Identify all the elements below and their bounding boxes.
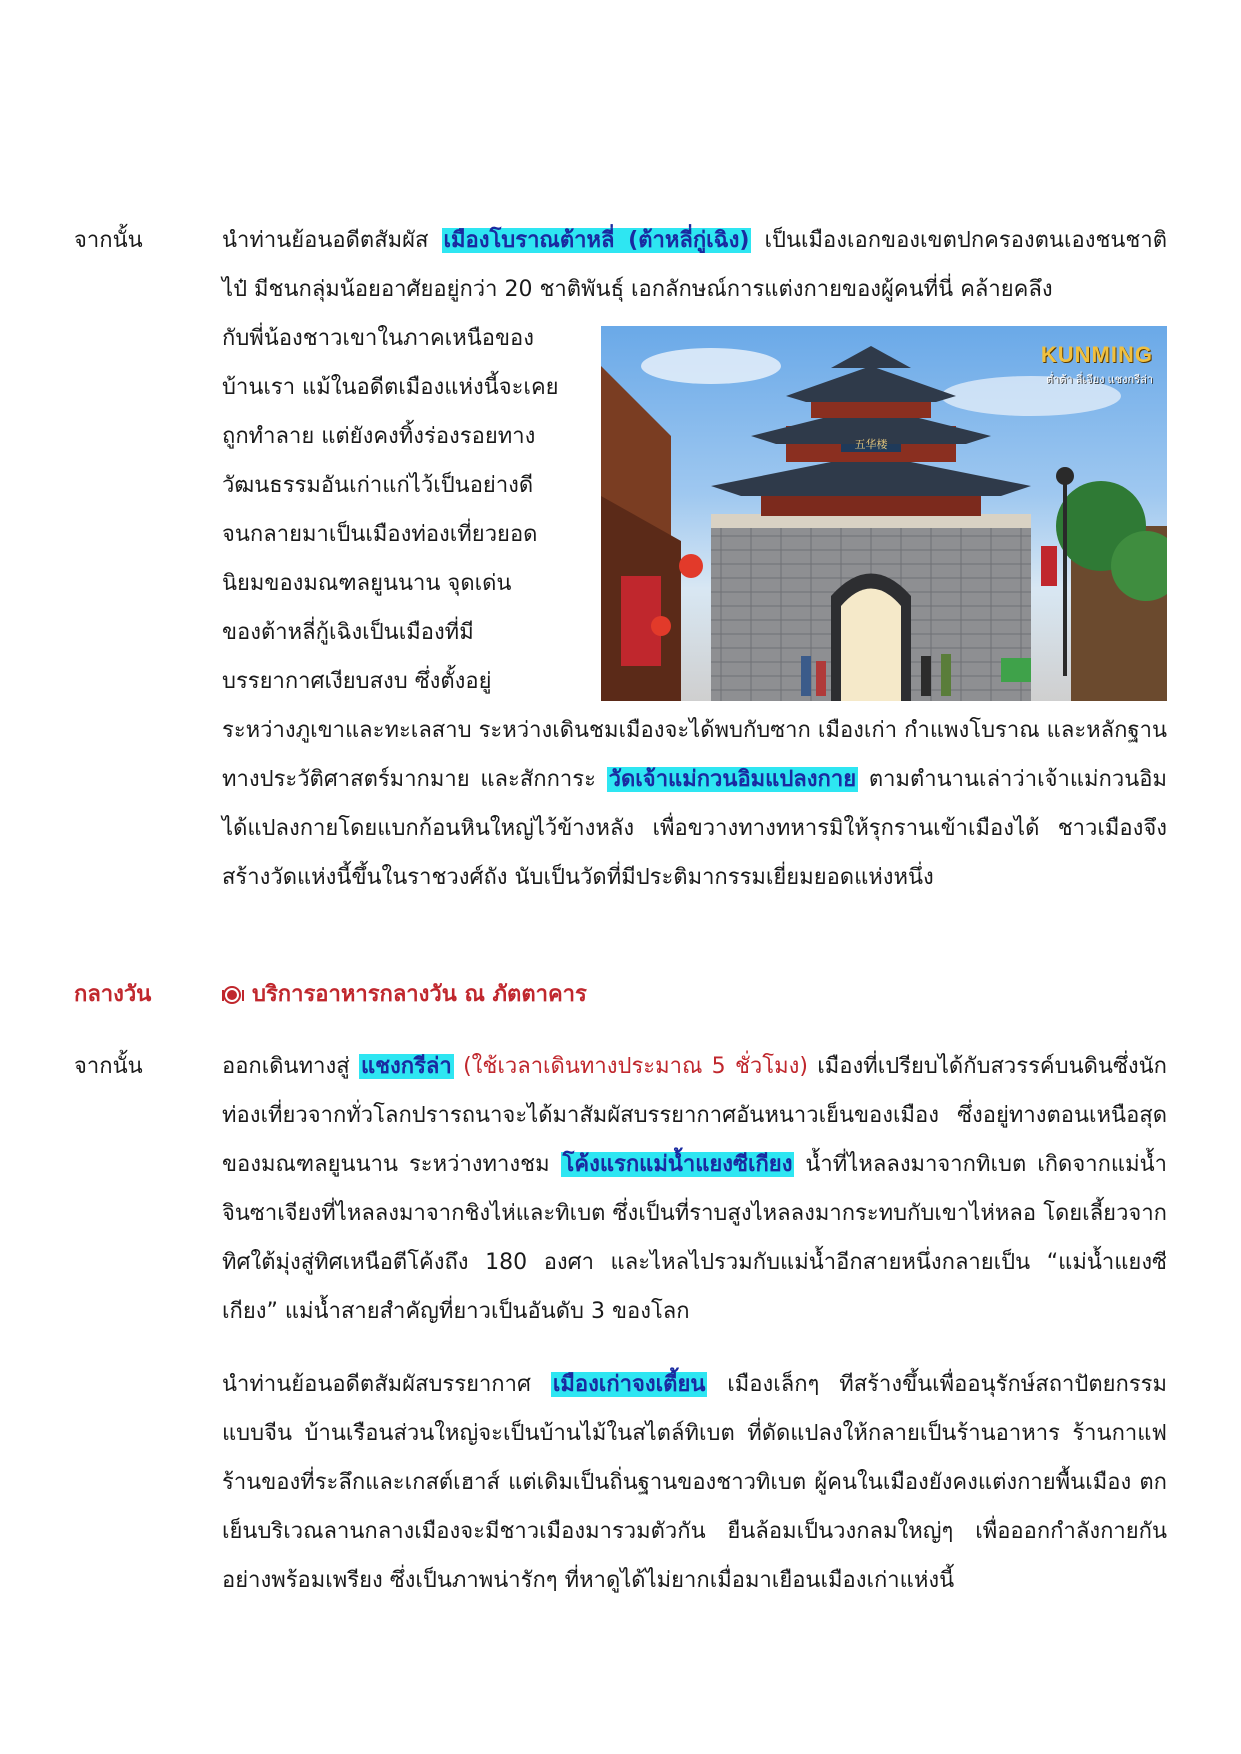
highlight-dali-old-town: เมืองโบราณต้าหลี่ (ต้าหลี่กู่เฉิง)	[443, 228, 750, 253]
text-run: ตามตำนานเล่าว่าเจ้าแม่กวนอิมได้แปลงกายโดยแบกก้อนหินใหญ่ไว้ข้างหลัง เพื่อขวางทางทหารมิให้รุกรานเข้าเมืองได้ ชาวเมืองจึงสร้างวัดแห่งนี้ขึ้นในราชวงศ์ถัง นับเป็นวัดที่มีประติมากรรมเยี่ยมยอดแห่งหนึ่ง	[222, 767, 1167, 890]
watermark-title: KUNMING	[1040, 342, 1153, 367]
highlight-shangrila: แชงกรีล่า	[360, 1054, 452, 1079]
plate-icon	[222, 988, 244, 1002]
float-line: บ้านเรา แม้ในอดีตเมืองแห่งนี้จะเคย	[222, 375, 559, 400]
float-line: วัฒนธรรมอันเก่าแก่ไว้เป็นอย่างดี	[222, 473, 534, 498]
paragraph-shangrila	[222, 1042, 1167, 1336]
section-label: จากนั้น	[74, 1054, 143, 1079]
text-run: เมืองเล็กๆ ทีสร้างขึ้นเพื่ออนุรักษ์สถาปัตยกรรมแบบจีน บ้านเรือนส่วนใหญ่จะเป็นบ้านไม้ในสไตล์ทิเบต ที่ดัดแปลงให้กลายเป็นร้านอาหาร ร้านกาแฟ ร้านของที่ระลึกและเกสต์เฮาส์ แต่เดิมเป็นถิ่นฐานของชาวทิเบต ผู้คนในเมืองยังคงแต่งกายพื้นเมือง ตกเย็นบริเวณลานกลางเมืองจะมีชาวเมืองมารวมตัวกัน ยืนล้อมเป็นวงกลมใหญ่ๆ เพื่อออกกำลังกายกันอย่างพร้อมเพรียง ซึ่งเป็นภาพน่ารักๆ ที่หาดูได้ไม่ยากเมื่อมาเยือนเมืองเก่าแห่งนี้	[222, 1372, 1167, 1593]
lunch-line	[222, 980, 587, 1010]
paragraph-dali-float	[222, 314, 582, 706]
text-run: เป็นเมืองเอกของเขตปกครองตนเองชนชาติไป๋ มีชนกลุ่มน้อยอาศัยอยู่กว่า 20 ชาติพันธุ์ เอกลักษณ์การแต่งกายของผู้คนที่นี่ คล้ายคลึง	[222, 228, 1167, 302]
kunming-watermark	[1041, 342, 1153, 388]
float-line: จนกลายมาเป็นเมืองท่องเที่ยวยอด	[222, 522, 538, 547]
section-label-lunch: กลางวัน	[74, 982, 152, 1007]
gate-sign: 五华楼	[854, 438, 888, 451]
travel-time-note: (ใช้เวลาเดินทางประมาณ 5 ชั่วโมง)	[453, 1054, 808, 1079]
float-line: ของต้าหลี่กู้เฉิงเป็นเมืองที่มี	[222, 620, 474, 645]
float-line: บรรยากาศเงียบสงบ ซึ่งตั้งอยู่	[222, 669, 492, 694]
text-run: เมืองที่เปรียบได้กับสวรรค์บนดินซึ่งนักท่องเที่ยวจากทั่วโลกปรารถนาจะได้มาสัมผัสบรรยากาศอันหนาวเย็นของเมือง ซึ่งอยู่ทางตอนเหนือสุดของมณฑลยูนนาน ระหว่างทางชม	[222, 1054, 1167, 1177]
paragraph-zhongdian	[222, 1360, 1167, 1605]
highlight-zhongdian: เมืองเก่าจงเตี้ยน	[552, 1372, 706, 1397]
watermark-subtitle: ต่ำต้า ลี่เจียง แชงกรีล่า	[1046, 374, 1153, 386]
section-label: จากนั้น	[74, 228, 143, 253]
text-run: น้ำที่ไหลลงมาจากทิเบต เกิดจากแม่น้ำจินซาเจียงที่ไหลลงมาจากชิงไห่และทิเบต ซึ่งเป็นที่ราบสูงไหลลงมากระทบกับเขาไห่หลอ โดยเลี้ยวจากทิศใต้มุ่งสู่ทิศเหนือตีโค้งถึง 180 องศา และไหลไปรวมกับแม่น้ำอีกสายหนึ่งกลายเป็น “แม่น้ำแยงซีเกียง” แม่น้ำสายสำคัญที่ยาวเป็นอันดับ 3 ของโลก	[222, 1152, 1167, 1324]
dali-gate-photo	[601, 326, 1167, 701]
highlight-guanyin-temple: วัดเจ้าแม่กวนอิมแปลงกาย	[608, 767, 857, 792]
text-run: นำท่านย้อนอดีตสัมผัส	[222, 228, 442, 253]
lunch-text: บริการอาหารกลางวัน ณ ภัตตาคาร	[252, 982, 587, 1007]
float-line: นิยมของมณฑลยูนนาน จุดเด่น	[222, 571, 512, 596]
text-run: ออกเดินทางสู่	[222, 1054, 359, 1079]
paragraph-dali-intro	[222, 216, 1167, 314]
paragraph-guanyin	[222, 706, 1167, 902]
text-run: ระหว่างภูเขาและทะเลสาบ ระหว่างเดินชมเมืองจะได้พบกับซาก เมืองเก่า กำแพงโบราณ และหลักฐานทางประวัติศาสตร์มากมาย และสักการะ	[222, 718, 1167, 792]
text-run: นำท่านย้อนอดีตสัมผัสบรรยากาศ	[222, 1372, 551, 1397]
highlight-yangtze-bend: โค้งแรกแม่น้ำแยงซีเกียง	[562, 1152, 793, 1177]
float-line: ถูกทำลาย แต่ยังคงทิ้งร่องรอยทาง	[222, 424, 536, 449]
float-line: กับพี่น้องชาวเขาในภาคเหนือของ	[222, 326, 534, 351]
